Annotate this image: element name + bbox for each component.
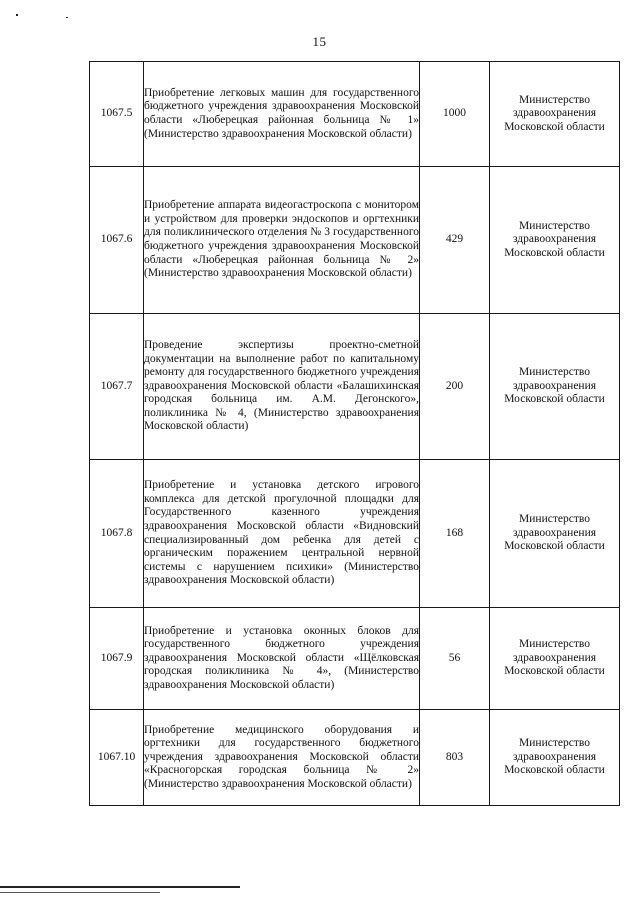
table-row	[90, 167, 620, 314]
row-administrator: Министерство здравоохранения Московской области	[490, 167, 620, 314]
row-code: 1067.6	[90, 167, 144, 314]
row-code: 1067.5	[90, 62, 144, 167]
row-amount: 168	[420, 460, 490, 608]
table-row	[90, 62, 620, 167]
scan-speck	[16, 14, 18, 16]
row-code: 1067.7	[90, 314, 144, 460]
row-amount: 1000	[420, 62, 490, 167]
row-code: 1067.8	[90, 460, 144, 608]
row-administrator: Министерство здравоохранения Московской области	[490, 314, 620, 460]
scan-speck	[66, 17, 68, 18]
table-row	[90, 710, 620, 806]
row-description-text: Приобретение медицинского оборудования и оргтехники для государственного бюджетного учреждения здравоохранения Московской области «Красногорская городская больница № 2» (Министерство здравоохранения Московской области)	[144, 723, 419, 790]
row-description	[144, 460, 420, 608]
row-description-text: Приобретение и установка оконных блоков для государственного бюджетного учреждения здравоохранения Московской области «Щёлковская городская поликлиника № 4», (Министерство здравоохранения Московской области)	[144, 624, 419, 691]
budget-table	[89, 61, 620, 806]
table-row	[90, 608, 620, 710]
table-row	[90, 460, 620, 608]
row-description	[144, 608, 420, 710]
row-description-text: Приобретение и установка детского игрового комплекса для детской прогулочной площадки для Государственного казенного учреждения здравоохранения Московской области «Видновский специализированный дом ребенка для детей с органическим поражением центральной нервной системы с нарушением психики» (Министерство здравоохранения Московской области)	[144, 479, 419, 587]
row-amount: 803	[420, 710, 490, 806]
table-row	[90, 314, 620, 460]
footer-rule-thin	[0, 892, 160, 893]
row-description	[144, 62, 420, 167]
row-description	[144, 314, 420, 460]
row-administrator: Министерство здравоохранения Московской области	[490, 608, 620, 710]
page-number: 15	[312, 34, 327, 49]
row-description-text: Приобретение легковых машин для государственного бюджетного учреждения здравоохранения Московской области «Люберецкая районная больница № 1» (Министерство здравоохранения Московской области)	[144, 86, 419, 140]
row-administrator: Министерство здравоохранения Московской области	[490, 460, 620, 608]
row-description-text: Проведение экспертизы проектно-сметной документации на выполнение работ по капитальному ремонту для государственного бюджетного учреждения здравоохранения Московской области «Балашихинская городская больница им. А.М. Дегонского», поликлиника № 4, (Министерство здравоохранения Московской области)	[144, 338, 419, 433]
footer-rule	[0, 886, 240, 888]
row-description	[144, 710, 420, 806]
row-amount: 429	[420, 167, 490, 314]
row-amount: 200	[420, 314, 490, 460]
row-code: 1067.10	[90, 710, 144, 806]
row-description	[144, 167, 420, 314]
row-administrator: Министерство здравоохранения Московской области	[490, 62, 620, 167]
row-administrator: Министерство здравоохранения Московской области	[490, 710, 620, 806]
row-amount: 56	[420, 608, 490, 710]
row-code: 1067.9	[90, 608, 144, 710]
row-description-text: Приобретение аппарата видеогастроскопа с монитором и устройством для проверки эндоскопов и оргтехники для поликлинического отделения № 3 государственного бюджетного учреждения здравоохранения Московской области «Люберецкая районная больница № 2» (Министерство здравоохранения Московской области)	[144, 199, 419, 280]
